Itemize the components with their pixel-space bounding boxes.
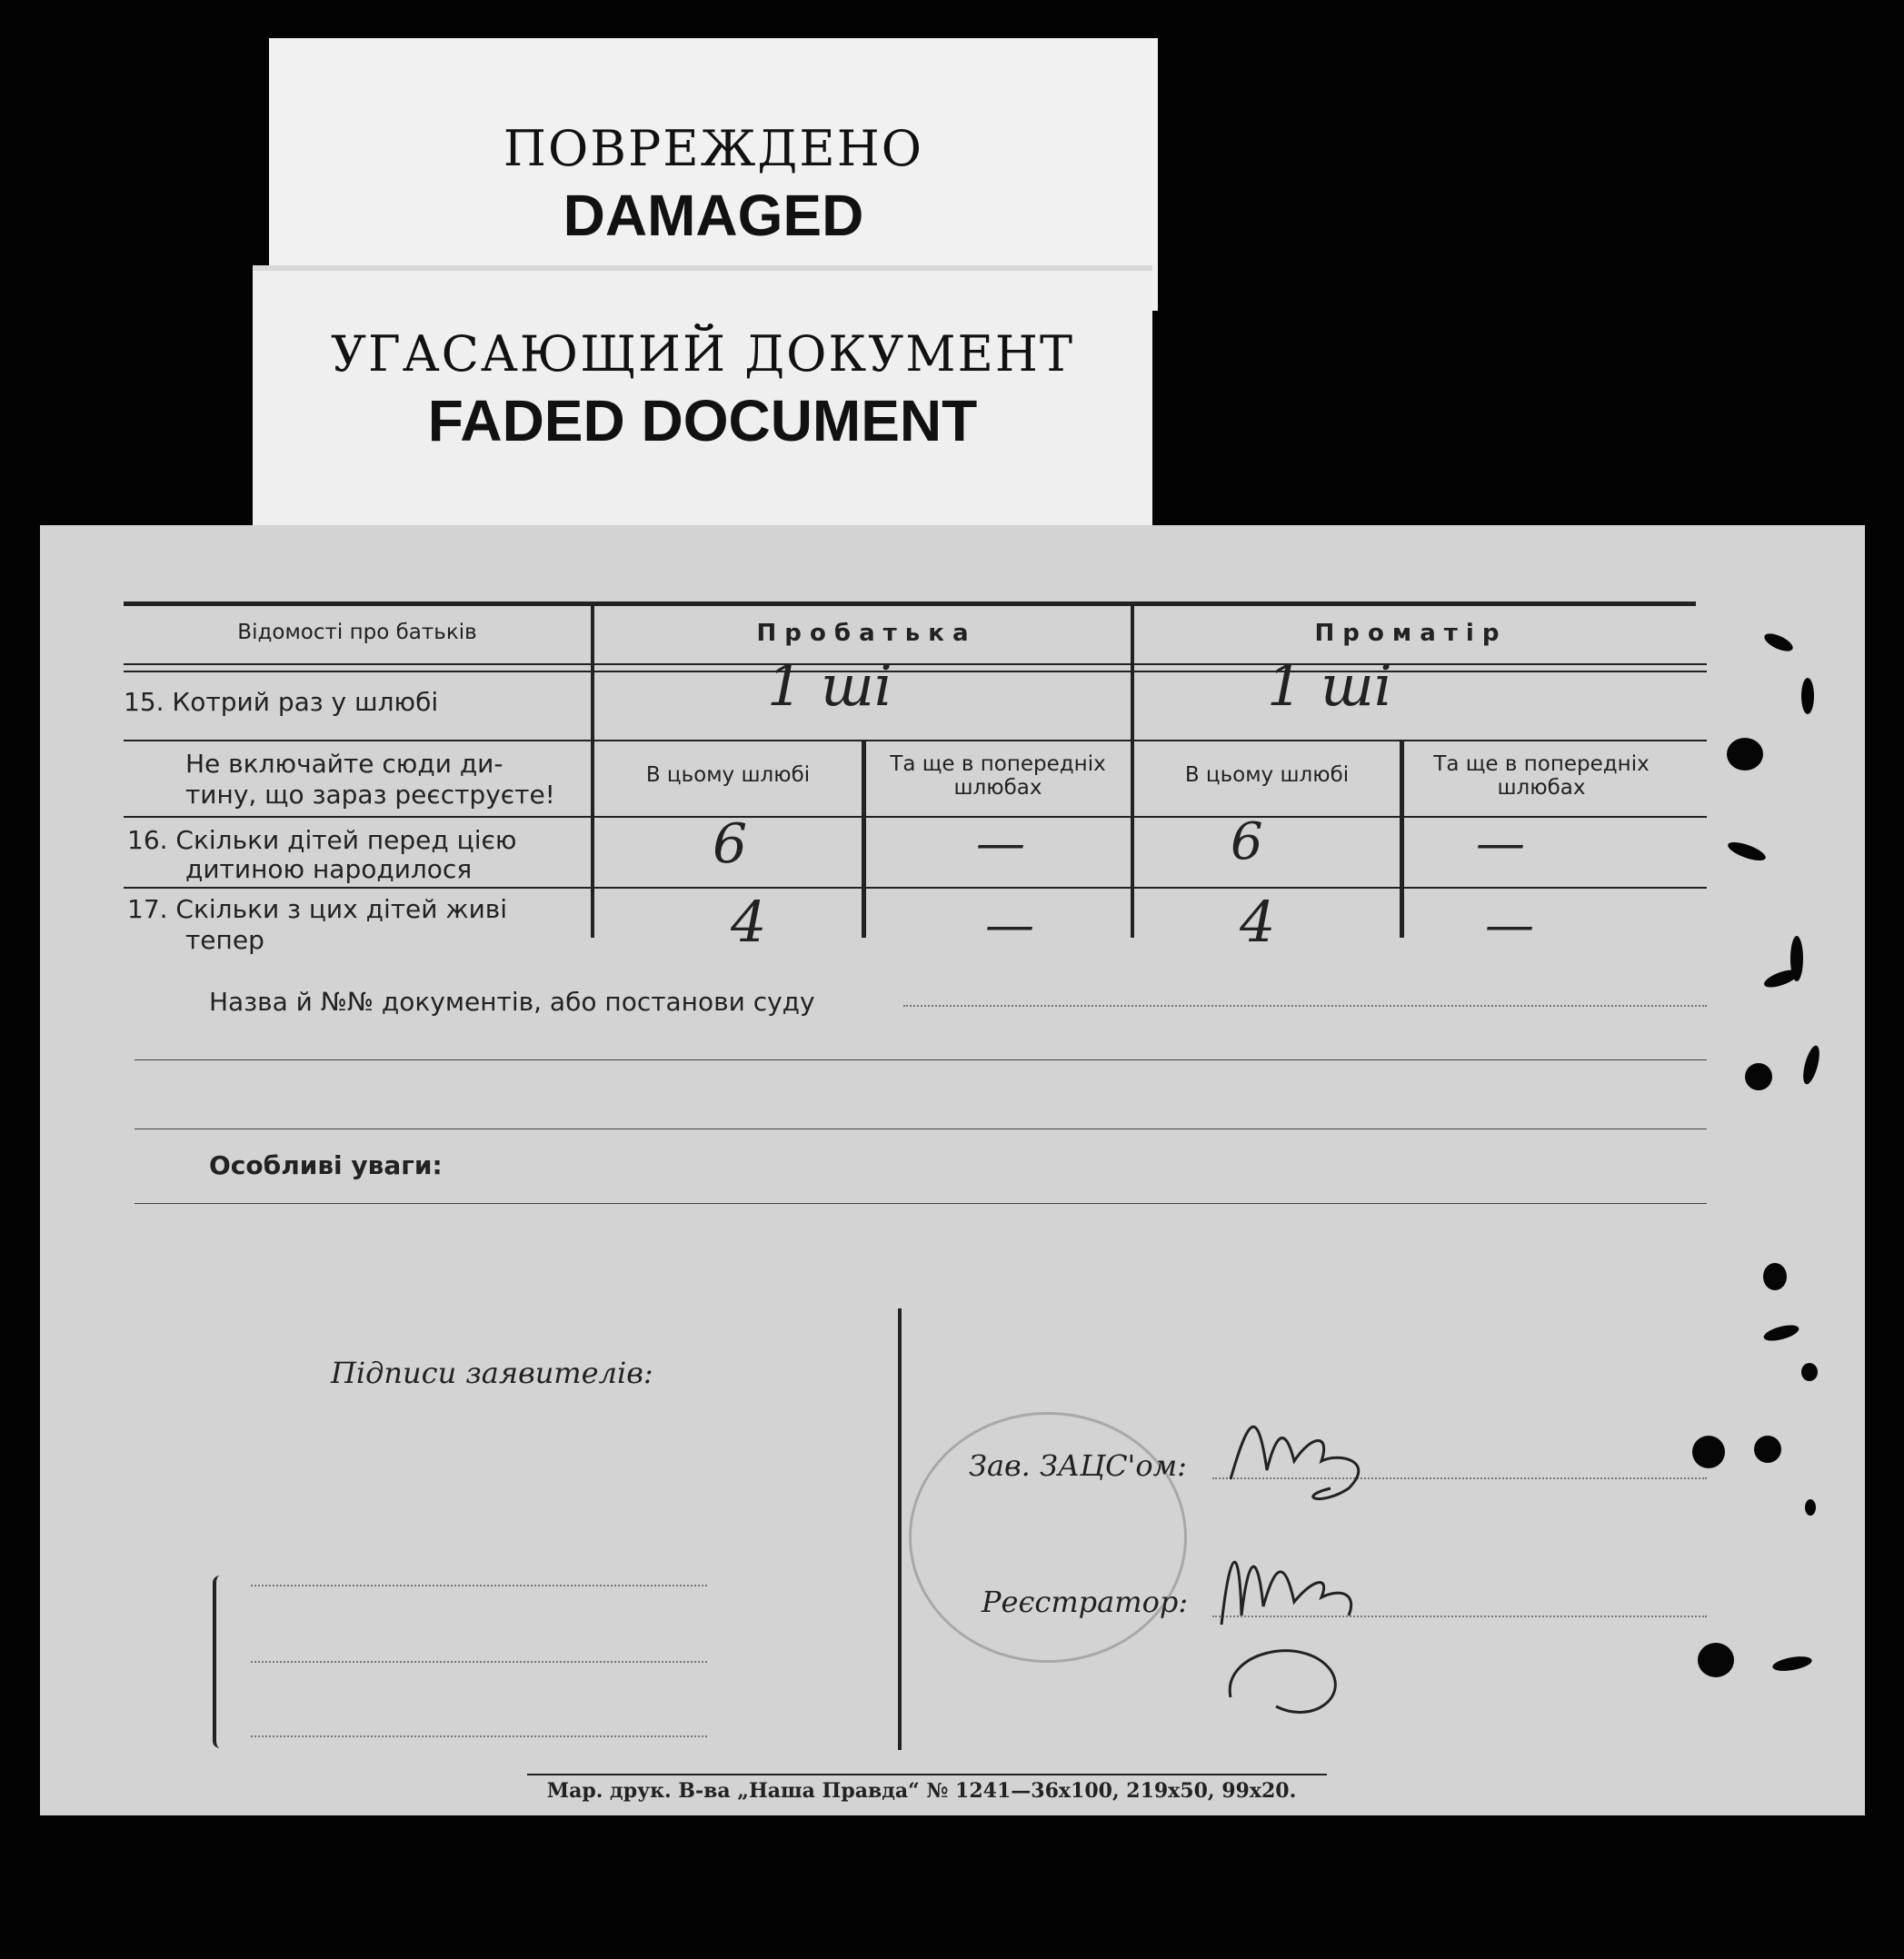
table-top-rule [124, 602, 1696, 606]
mother-previous-header-1: Та ще в попередніх [1433, 752, 1650, 776]
note-row-bottom-rule [124, 816, 1707, 818]
binding-tear [1801, 1363, 1818, 1381]
documents-dotted-line [903, 1005, 1707, 1007]
faded-label-ru: УГАСАЮЩИЙ ДОКУМЕНТ [330, 325, 1075, 383]
damaged-label-card [269, 38, 1158, 311]
mother-marriage-count: 1 ші [1267, 652, 1392, 719]
row16-bottom-rule [124, 887, 1707, 889]
damaged-label-ru: ПОВРЕЖДЕНО [503, 120, 924, 177]
mother-born-this-marriage: 6 [1231, 812, 1263, 871]
head-zags-label: Зав. ЗАЦС'ом: [969, 1448, 1187, 1483]
documents-label: Назва й №№ документів, або постанови суду [209, 987, 815, 1017]
applicant-signature-line-3[interactable] [251, 1735, 707, 1737]
father-alive-previous: — [985, 896, 1034, 953]
header-parents: Відомості про батьків [237, 621, 477, 644]
mother-alive-this-marriage: 4 [1240, 889, 1276, 955]
remarks-label: Особливі уваги: [209, 1150, 443, 1180]
faded-label-en: FADED DOCUMENT [427, 388, 978, 453]
mother-this-marriage-header: В цьому шлюбі [1184, 763, 1350, 787]
binding-hole [1692, 1436, 1725, 1468]
footer-rule [527, 1774, 1327, 1775]
row17-line2: тепер [185, 925, 264, 955]
binding-tear [1801, 678, 1814, 714]
note-line2: тину, що зараз реєструєте! [185, 780, 555, 810]
documents-line-2 [135, 1059, 1707, 1060]
father-born-this-marriage: 6 [713, 812, 748, 876]
row15-label: 15. Котрий раз у шлюбі [124, 687, 439, 717]
row16-line2: дитиною народилося [185, 854, 473, 884]
header-mother: П р о м а т і р [1314, 620, 1500, 647]
father-previous-header-2: шлюбах [953, 776, 1042, 800]
header-bottom-rule-2 [124, 671, 1707, 672]
binding-hole [1745, 1063, 1772, 1090]
binding-hole [1754, 1436, 1781, 1463]
father-marriage-count: 1 ші [767, 652, 892, 719]
father-previous-header-1: Та ще в попередніх [890, 752, 1106, 776]
applicants-signatures-label: Підписи заявителів: [331, 1356, 653, 1390]
signatures-divider [898, 1308, 902, 1750]
registration-form-card [40, 525, 1865, 1815]
binding-tear [1763, 1263, 1787, 1290]
registrar-label: Реєстратор: [982, 1585, 1189, 1619]
remarks-line [135, 1203, 1707, 1204]
row16-line1: 16. Скільки дітей перед цією [127, 825, 517, 855]
father-this-marriage-header: В цьому шлюбі [645, 763, 811, 787]
father-alive-this-marriage: 4 [731, 889, 767, 955]
handwritten-signatures [1194, 1397, 1503, 1743]
binding-tear [1805, 1499, 1816, 1516]
binding-hole [1727, 738, 1763, 771]
father-born-previous: — [976, 814, 1025, 871]
row15-bottom-rule [124, 740, 1707, 741]
printer-line: Мар. друк. В-ва „Наша Правда“ № 1241—36х100, 219х50, 99х20. [546, 1779, 1297, 1803]
damaged-label-en: DAMAGED [563, 183, 864, 248]
mother-previous-header-2: шлюбах [1497, 776, 1586, 800]
header-father: П р о б а т ь к а [756, 620, 969, 647]
note-line1: Не включайте сюди ди- [185, 749, 503, 779]
applicant-signature-line-2[interactable] [251, 1661, 707, 1663]
header-bottom-rule [124, 663, 1707, 665]
applicant-signature-line-1[interactable] [251, 1585, 707, 1586]
applicants-bracket [213, 1576, 229, 1748]
binding-hole [1698, 1643, 1734, 1677]
faded-label-card [253, 271, 1152, 534]
mother-alive-previous: — [1485, 896, 1534, 953]
mother-born-previous: — [1476, 814, 1525, 871]
row17-line1: 17. Скільки з цих дітей живі [127, 894, 508, 924]
